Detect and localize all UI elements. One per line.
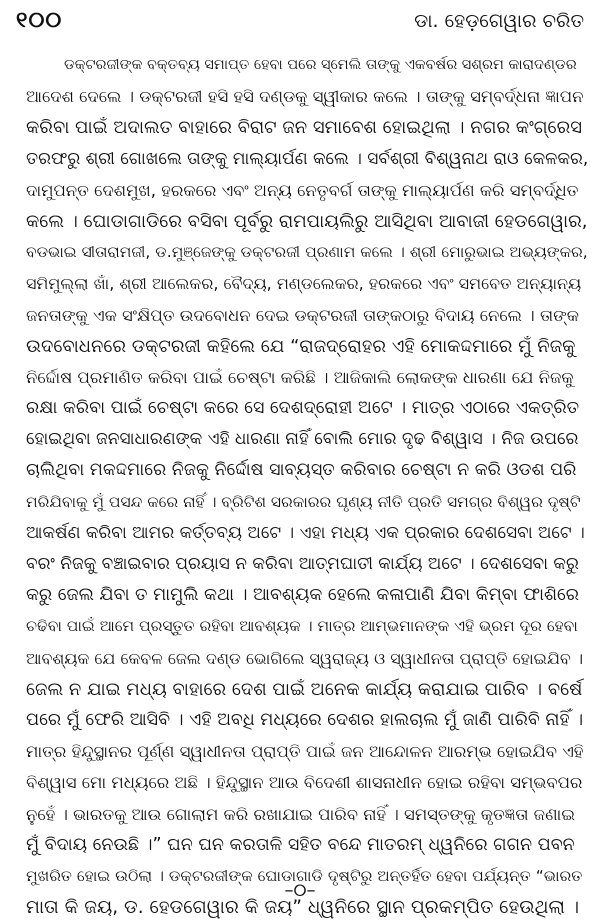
text-line: ଆକର୍ଷଣ କରିବା ଆମର କର୍ତ୍ତବ୍ୟ ଅଟେ । ଏହା ମଧ୍ୟ ଏକ ପ୍ରକାର ଦେଶସେବା ଅଟେ । bbox=[26, 522, 585, 543]
text-line: ଦାମୁପନ୍ତ ଦେଶମୁଖ, ହରକରେ ଏବଂ ଅନ୍ୟ ନେତୃବର୍ଗ ତାଙ୍କୁ ମାଲ୍ୟାର୍ପଣ କରି ସମ୍ବର୍ଦ୍ଧିତ bbox=[26, 180, 579, 200]
text-line: ଆଦେଶ ଦେଲେ । ଡକ୍ଟରଜୀ ହସି ହସି ଦଣ୍ଡକୁ ସ୍ୱୀକାର କଲେ । ତାଙ୍କୁ ସମ୍ବର୍ଦ୍ଧନା ଜ୍ଞାପନ bbox=[26, 87, 584, 107]
text-line: କରୁ ଜେଲ ଯିବା ତ ମାମୁଲି କଥା । ଆବଶ୍ୟକ ହେଲେ କଳାପାଣି ଯିବା କିମ୍ବା ଫାଶିରେ bbox=[26, 585, 580, 606]
text-line: ବିଶ୍ୱାସ ମୋ ମଧ୍ୟରେ ଅଛି । ହିନ୍ଦୁସ୍ଥାନ ଆଉ ବିଦେଶୀ ଶାସନାଧୀନ ହୋଇ ରହିବା ସମ୍ଭବପର bbox=[26, 773, 583, 793]
page-number: ୧୦୦ bbox=[16, 8, 63, 33]
text-line: ହୋଇଥିବା ଜନସାଧାରଣଙ୍କ ଏହି ଧାରଣା ନାହିଁ ବୋଲି ମୋର ଦୃଢ ବିଶ୍ୱାସ । ନିଜ ଉପରେ bbox=[26, 429, 579, 450]
text-line: ମାତ୍ର ହିନ୍ଦୁସ୍ଥାନର ପୂର୍ଣ୍ଣ ସ୍ୱାଧୀନତା ପ୍ରାପ୍ତି ପାଇଁ ଜନ ଆନ୍ଦୋଳନ ଆରମ୍ଭ ହୋଇଯିବ ଏହି bbox=[26, 742, 584, 762]
text-line: ମରିଯିବାକୁ ମୁଁ ପସନ୍ଦ କରେ ନାହିଁ । ବ୍ରିଟିଶ ସରକାରର ଘୃଣ୍ୟ ନୀତି ପ୍ରତି ସମଗ୍ର ବିଶ୍ୱର ଦୃଷ୍ଟି bbox=[26, 492, 581, 511]
text-line: କରିବା ପାଇଁ ଅଦାଲତ ବାହାରେ ବିରାଟ ଜନ ସମାବେଶ ହୋଇଥିଲା । ନଗର କଂଗ୍ରେସ bbox=[26, 117, 582, 139]
text-line: ନୁହେଁ । ଭାରତକୁ ଆଉ ଗୋଲାମ କରି ରଖାଯାଇ ପାରିବ ନାହିଁ । ସମସ୍ତଙ୍କୁ କୃତଜ୍ଞତା ଜଣାଇ bbox=[26, 804, 576, 824]
text-line: ନିର୍ଦ୍ଦୋଷ ପ୍ରମାଣିତ କରିବା ପାଇଁ ଚେଷ୍ଟା କରିଛି । ଆଜିକାଲି ଲୋକଙ୍କ ଧାରଣା ଯେ ନିଜକୁ bbox=[26, 367, 574, 387]
text-line: ମାତା କି ଜୟ, ଡ. ହେଡଗେୱାର କି ଜୟ” ଧ୍ୱନିରେ ସ୍ଥାନ ପ୍ରକମ୍ପିତ ହେଉଥିଲା । bbox=[26, 897, 580, 919]
text-line: ରକ୍ଷା କରିବା ପାଇଁ ଚେଷ୍ଟା କରେ ସେ ଦେଶଦ୍ରୋହୀ ଅଟେ । ମାତ୍ର ଏଠାରେ ଏକତ୍ରିତ bbox=[26, 398, 580, 419]
page-header bbox=[10, 4, 590, 40]
text-line: ଜନତାଙ୍କୁ ଏକ ସଂକ୍ଷିପ୍ତ ଉଦବୋଧନ ଦେଇ ଡକ୍ଟରଜୀ ତାଙ୍କଠାରୁ ବିଦାୟ ନେଲେ । ତାଙ୍କ bbox=[26, 305, 579, 325]
text-line: ଚାଲିଥିବା ମକଦ୍ଦମାରେ ନିଜକୁ ନିର୍ଦ୍ଦୋଷ ସାବ୍ୟସ୍ତ କରିବାର ଚେଷ୍ଟା ନ କରି ଓଡଶ ପରି bbox=[26, 460, 577, 481]
text-line: ପରେ ମୁଁ ଫେରି ଆସିବି । ଏହି ଅବଧି ମଧ୍ୟରେ ଦେଶର ହାଲଚାଲ ମୁଁ ଜାଣି ପାରିବି ନାହିଁ । bbox=[26, 709, 584, 730]
text-line: ବଡଭାଇ ସୀତାରାମଜୀ, ଡ.ମୁଞ୍ଜେଙ୍କୁ ଡକ୍ଟରଜୀ ପ୍ରଣାମ କଲେ । ଶ୍ରୀ ମୋରୁଭାଇ ଅଭ୍ୟଙ୍କର, bbox=[26, 243, 588, 262]
text-line: ଚଢିବା ପାଇଁ ଆମେ ପ୍ରସ୍ତୁତ ରହିବା ଆବଶ୍ୟକ । ମାତ୍ର ଆମ୍ଭମାନଙ୍କ ଏହି ଭ୍ରମ ଦୂର ହେବା bbox=[26, 617, 578, 636]
page-footer-mark: –୦– bbox=[284, 880, 316, 901]
text-line: ତରଫରୁ ଶ୍ରୀ ଗୋଖଲେ ତାଙ୍କୁ ମାଲ୍ୟାର୍ପଣ କଲେ । ସର୍ବଶ୍ରୀ ବିଶ୍ୱନାଥ ରାଓ କେଳକର, bbox=[26, 148, 588, 169]
running-title: ଡା. ହେଡ଼ଗେୱାର ଚରିତ bbox=[414, 10, 584, 32]
text-line: ବରଂ ନିଜକୁ ବଞ୍ଚାଇବାର ପ୍ରୟାସ ନ କରିବା ଆତ୍ମଘାତୀ କାର୍ଯ୍ୟ ଅଟେ । ଦେଶସେବା କରୁ bbox=[26, 554, 579, 574]
text-line: ମୁଖରିତ ହୋଇ ଉଠିଲା । ଡକ୍ଟରଜୀଙ୍କ ଘୋଡାଗାଡି ଦୃଷ୍ଟିରୁ ଅନ୍ତର୍ହିତ ହେବା ପର୍ଯ୍ୟନ୍ତ “ଭାରତ bbox=[26, 866, 583, 885]
text-line: ଉଦବୋଧନରେ ଡକ୍ଟରଜୀ କହିଲେ ଯେ “ରାଜଦ୍ରୋହର ଏହି ମୋକଦ୍ଦମାରେ ମୁଁ ନିଜକୁ bbox=[26, 335, 576, 357]
body-paragraph bbox=[26, 50, 588, 923]
text-line: କଲେ । ଘୋଡାଗାଡିରେ ବସିବା ପୂର୍ବରୁ ରାମପାୟଲିରୁ ଆସିଥିବା ଆବାଜୀ ହେଡଗେୱାର, bbox=[26, 210, 588, 232]
text-line: ସମିମୁଲ୍ଲା ଖାଁ, ଶ୍ରୀ ଆଲେକର, ବୈଦ୍ୟ, ମଣ୍ଡଲେକର, ହରକରେ ଏବଂ ସମବେତ ଅନ୍ୟାନ୍ୟ bbox=[26, 274, 582, 294]
text-line: ଆବଶ୍ୟକ ଯେ କେବଳ ଜେଲ ଦଣ୍ଡ ଭୋଗିଲେ ସ୍ୱରାଜ୍ୟ ଓ ସ୍ୱାଧୀନତା ପ୍ରାପ୍ତି ହୋଇଯିବ । bbox=[26, 648, 584, 668]
text-line: ଡକ୍ଟରଜୀଙ୍କ ବକ୍ତବ୍ୟ ସମାପ୍ତ ହେବା ପରେ ସ୍ମେଲି ତାଙ୍କୁ ଏକବର୍ଷର ସଶ୍ରମ କାରାଦଣ୍ଡର bbox=[64, 57, 577, 73]
text-line: ମୁଁ ବିଦାୟ ନେଉଛି ।” ଘନ ଘନ କରତାଳି ସହିତ ବନ୍ଦେ ମାତରମ୍ ଧ୍ୱନିରେ ଗଗନ ପବନ bbox=[26, 834, 575, 855]
text-line: ଜେଲ ନ ଯାଇ ମଧ୍ୟ ବାହାରେ ଦେଶ ପାଇଁ ଅନେକ କାର୍ଯ୍ୟ କରାଯାଇ ପାରିବ । ବର୍ଷେ bbox=[26, 678, 583, 700]
